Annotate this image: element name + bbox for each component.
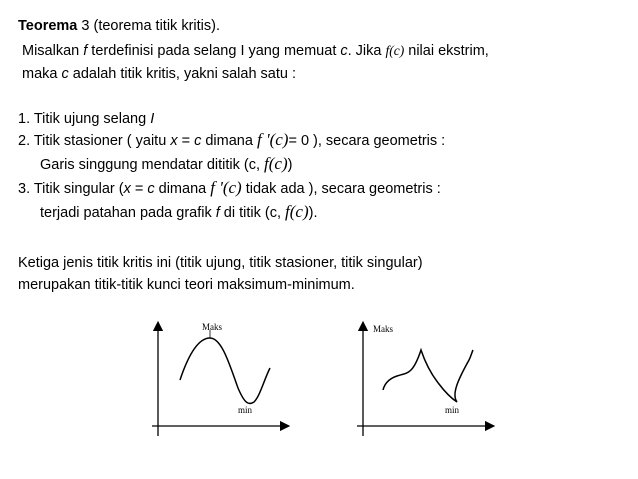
math-fc: f(c)	[285, 202, 309, 221]
closing-line-1: Ketiga jenis titik kritis ini (titik ujung, titik stasioner, titik singular)	[18, 255, 423, 271]
text: maka	[22, 66, 62, 82]
item-2	[18, 131, 445, 150]
text: nilai ekstrim,	[404, 43, 489, 59]
text-italic: f	[83, 43, 88, 59]
text: . Jika	[347, 43, 386, 59]
text: dimana	[201, 133, 257, 149]
item-3	[18, 179, 441, 198]
graph-stationary	[140, 318, 290, 438]
text-italic: I	[150, 111, 155, 127]
text: )	[287, 157, 293, 173]
theorem-title-bold: Teorema	[18, 18, 78, 34]
text-italic: x	[170, 133, 178, 149]
text: Garis singgung mendatar dititik (c,	[40, 157, 265, 173]
item-3-detail	[40, 203, 318, 222]
text-italic: c	[194, 133, 202, 149]
min-label: min	[445, 405, 460, 415]
max-label: Maks	[373, 324, 393, 334]
theorem-title-rest: 3 (teorema titik kritis).	[77, 18, 220, 34]
item-2-detail	[40, 155, 292, 174]
closing-line-2: merupakan titik-titik kunci teori maksimum-minimum.	[18, 277, 355, 293]
text: =	[130, 181, 148, 197]
text: terjadi patahan pada grafik	[40, 205, 216, 221]
theorem-title	[18, 17, 220, 35]
text-italic: f	[215, 205, 220, 221]
min-label: min	[238, 405, 253, 415]
text: 3. Titik singular (	[18, 181, 124, 197]
curve	[180, 338, 270, 403]
text-italic: x	[123, 181, 131, 197]
text: terdefinisi pada selang I yang memuat	[87, 43, 341, 59]
text: dimana	[154, 181, 211, 197]
math-fprime-c: f '(c)	[256, 130, 289, 149]
text: 2. Titik stasioner ( yaitu	[18, 133, 171, 149]
text: 1. Titik ujung selang	[18, 111, 151, 127]
text: Misalkan	[22, 43, 84, 59]
text: di titik (c,	[219, 205, 286, 221]
math-fprime-c: f '(c)	[210, 178, 242, 197]
curve	[383, 350, 473, 402]
text-italic: c	[147, 181, 155, 197]
math-fc: f(c)	[385, 43, 405, 58]
item-1	[18, 110, 154, 128]
text: = 0 ), secara geometris :	[288, 133, 446, 149]
text-italic: c	[340, 43, 348, 59]
text: =	[177, 133, 195, 149]
math-fc: f(c)	[264, 154, 288, 173]
text: adalah titik kritis, yakni salah satu :	[68, 66, 297, 82]
theorem-line-2	[22, 42, 489, 60]
max-label: Maks	[202, 322, 222, 332]
graph-singular	[345, 318, 495, 438]
text: ).	[308, 205, 318, 221]
text-italic: c	[61, 66, 69, 82]
theorem-line-3	[22, 65, 296, 83]
text: tidak ada ), secara geometris :	[241, 181, 441, 197]
